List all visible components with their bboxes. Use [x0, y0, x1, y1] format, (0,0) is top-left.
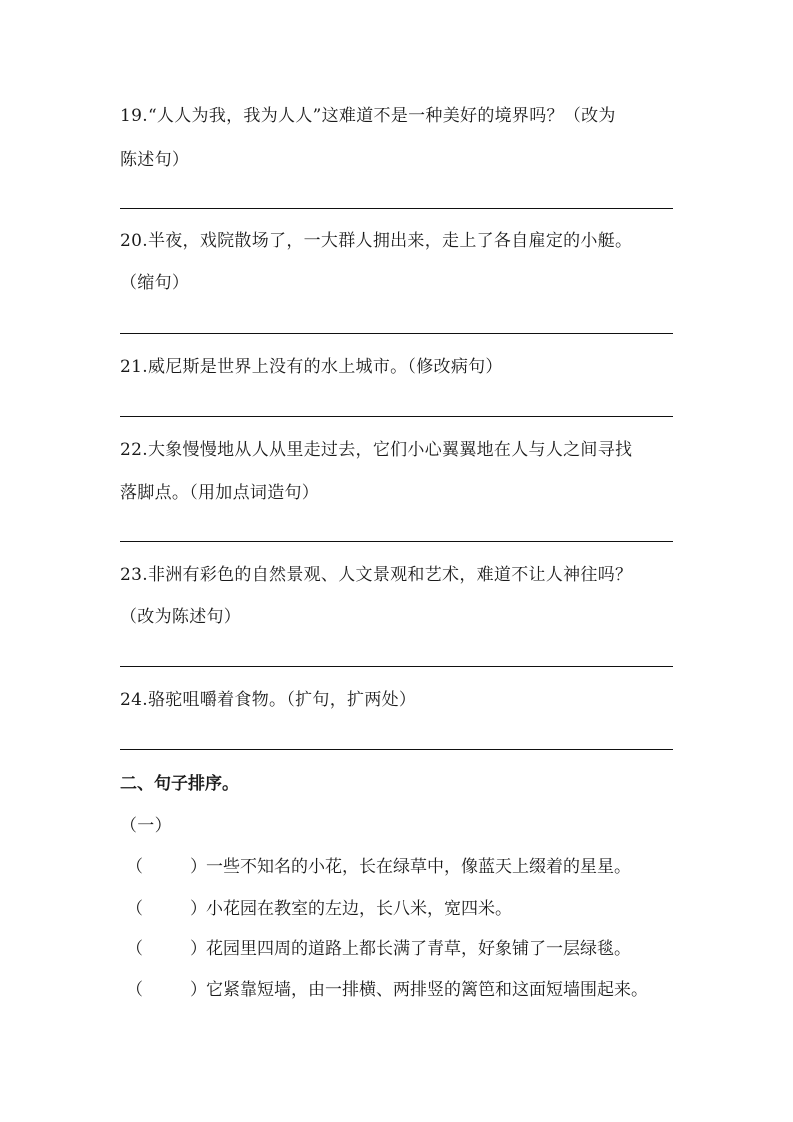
- question-24-line-1: [120, 688, 673, 712]
- question-21-line-1: [120, 355, 673, 379]
- question-number: 21.: [120, 357, 148, 377]
- order-item-2: [120, 897, 680, 921]
- question-number: 23.: [120, 565, 148, 585]
- answer-line-24[interactable]: [120, 749, 673, 750]
- section-title: 二、句子排序。: [120, 774, 239, 794]
- order-item-text: 小花园在教室的左边，长八米，宽四米。: [206, 899, 512, 919]
- answer-line-19[interactable]: [120, 208, 673, 209]
- paren-open: （: [126, 939, 143, 959]
- paren-close: ）: [190, 980, 207, 1000]
- answer-line-23[interactable]: [120, 666, 673, 667]
- question-text: “人人为我，我为人人”这难道不是一种美好的境界吗？（改为: [147, 106, 616, 126]
- paren-close: ）: [190, 899, 207, 919]
- order-item-1: [120, 855, 680, 879]
- answer-line-20[interactable]: [120, 333, 673, 334]
- question-20-line-1: [120, 229, 673, 253]
- question-22-line-2: 落脚点。（用加点词造句）: [120, 483, 320, 503]
- paren-open: （: [126, 980, 143, 1000]
- paren-open: （: [126, 857, 143, 877]
- question-number: 22.: [120, 440, 148, 460]
- question-text: 骆驼咀嚼着食物。（扩句，扩两处）: [147, 690, 417, 710]
- order-item-4: [120, 978, 680, 1002]
- paren-close: ）: [190, 857, 207, 877]
- paren-open: （: [126, 899, 143, 919]
- answer-line-22[interactable]: [120, 541, 673, 542]
- paren-close: ）: [190, 939, 207, 959]
- order-item-text: 它紧靠短墙，由一排横、两排竖的篱笆和这面短墙围起来。: [206, 980, 648, 1000]
- question-number: 20.: [120, 231, 148, 251]
- question-20-line-2: （缩句）: [120, 273, 190, 293]
- question-23-line-2: （改为陈述句）: [120, 607, 242, 627]
- order-item-text: 一些不知名的小花，长在绿草中，像蓝天上缀着的星星。: [206, 857, 631, 877]
- question-number: 24.: [120, 690, 148, 710]
- subsection-label: （一）: [120, 816, 172, 836]
- question-23-line-1: [120, 563, 673, 587]
- question-22-line-1: [120, 438, 673, 462]
- question-number: 19.: [120, 106, 148, 126]
- question-text: 半夜，戏院散场了，一大群人拥出来，走上了各自雇定的小艇。: [147, 231, 633, 251]
- order-item-3: [120, 937, 680, 961]
- question-19-line-2: 陈述句）: [120, 150, 190, 170]
- answer-line-21[interactable]: [120, 416, 673, 417]
- question-19-line-1: [120, 104, 673, 128]
- question-text: 威尼斯是世界上没有的水上城市。（修改病句）: [147, 357, 503, 377]
- order-item-text: 花园里四周的道路上都长满了青草，好象铺了一层绿毯。: [206, 939, 631, 959]
- question-text: 非洲有彩色的自然景观、人文景观和艺术，难道不让人神往吗？: [147, 565, 633, 585]
- question-text: 大象慢慢地从人从里走过去，它们小心翼翼地在人与人之间寻找: [147, 440, 633, 460]
